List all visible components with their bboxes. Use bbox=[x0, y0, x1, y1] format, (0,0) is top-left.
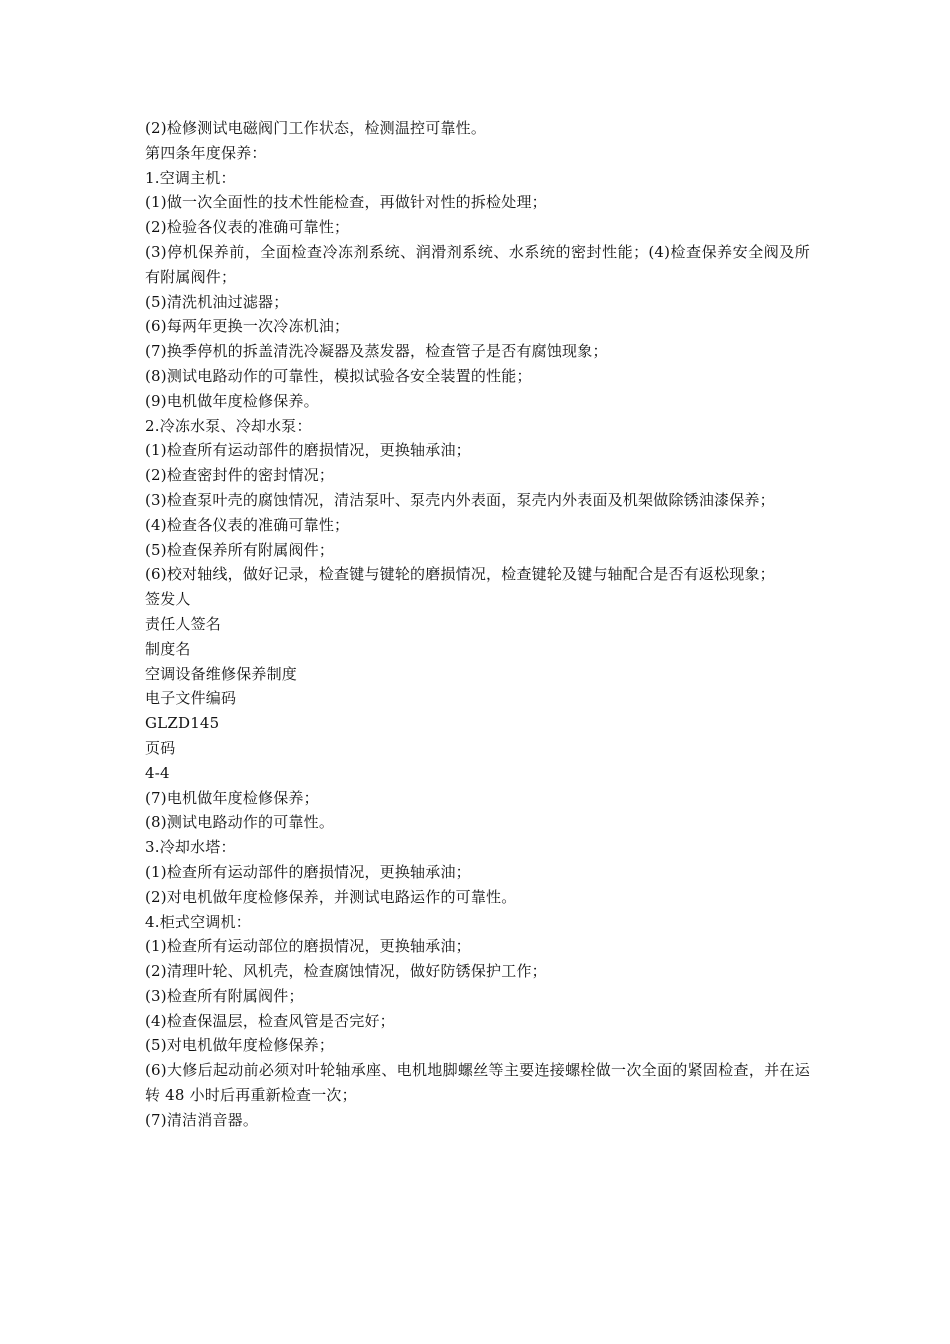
subsection-heading: 3.冷却水塔： bbox=[145, 838, 236, 857]
signature-label: 责任人签名 bbox=[145, 614, 222, 633]
text-line: (4)检查各仪表的准确可靠性； bbox=[145, 515, 350, 534]
text-line: (5)检查保养所有附属阀件； bbox=[145, 540, 335, 559]
text-line: (6)每两年更换一次冷冻机油； bbox=[145, 317, 350, 336]
policy-name-value: 空调设备维修保养制度 bbox=[145, 664, 298, 683]
issuer-label: 签发人 bbox=[145, 590, 191, 609]
file-code-value: GLZD145 bbox=[145, 714, 220, 733]
text-line: (5)对电机做年度检修保养； bbox=[145, 1036, 335, 1055]
section-heading: 第四条年度保养： bbox=[145, 143, 267, 162]
text-paragraph: (6)校对轴线，做好记录，检查键与键轮的磨损情况，检查键轮及键与轴配合是否有返松现象； bbox=[145, 565, 775, 584]
text-paragraph: (6)大修后起动前必须对叶轮轴承座、电机地脚螺丝等主要连接螺栓做一次全面的紧固检查，并在运转 48 小时后再重新检查一次； bbox=[145, 1061, 810, 1105]
text-line: (8)测试电路动作的可靠性。 bbox=[145, 813, 335, 832]
text-line: (4)检查保温层，检查风管是否完好； bbox=[145, 1011, 395, 1030]
text-line: (8)测试电路动作的可靠性，模拟试验各安全装置的性能； bbox=[145, 366, 532, 385]
subsection-heading: 1.空调主机： bbox=[145, 168, 236, 187]
text-paragraph: (3)检查泵叶壳的腐蚀情况，清洁泵叶、泵壳内外表面，泵壳内外表面及机架做除锈油漆保养； bbox=[145, 490, 775, 509]
text-line: (1)检查所有运动部件的磨损情况，更换轴承油； bbox=[145, 441, 471, 460]
text-line: (3)检查所有附属阀件； bbox=[145, 986, 304, 1005]
text-line: (2)检查密封件的密封情况； bbox=[145, 466, 335, 485]
text-line: (7)清洁消音器。 bbox=[145, 1110, 259, 1129]
page-number-value: 4-4 bbox=[145, 763, 170, 782]
text-line: (1)检查所有运动部件的磨损情况，更换轴承油； bbox=[145, 862, 471, 881]
text-line: (1)检查所有运动部位的磨损情况，更换轴承油； bbox=[145, 937, 471, 956]
text-line: (2)对电机做年度检修保养，并测试电路运作的可靠性。 bbox=[145, 887, 517, 906]
text-line: (7)换季停机的拆盖清洗冷凝器及蒸发器，检查管子是否有腐蚀现象； bbox=[145, 342, 608, 361]
subsection-heading: 4.柜式空调机： bbox=[145, 912, 251, 931]
page-number-label: 页码 bbox=[145, 738, 176, 757]
text-line: (2)检修测试电磁阀门工作状态，检测温控可靠性。 bbox=[145, 119, 487, 137]
subsection-heading: 2.冷冻水泵、冷却水泵： bbox=[145, 416, 312, 435]
text-line: (2)清理叶轮、风机壳，检查腐蚀情况，做好防锈保护工作； bbox=[145, 962, 547, 981]
file-code-label: 电子文件编码 bbox=[145, 689, 237, 708]
text-line: (5)清洗机油过滤器； bbox=[145, 292, 289, 311]
text-line: (7)电机做年度检修保养； bbox=[145, 788, 319, 807]
text-line: (9)电机做年度检修保养。 bbox=[145, 391, 319, 410]
document-body bbox=[145, 116, 810, 1133]
text-line: (2)检验各仪表的准确可靠性； bbox=[145, 218, 350, 237]
text-line: (1)做一次全面性的技术性能检查，再做针对性的拆检处理； bbox=[145, 193, 547, 212]
text-paragraph: (3)停机保养前，全面检查冷冻剂系统、润滑剂系统、水系统的密封性能；(4)检查保养安全阀及所有附属阀件； bbox=[145, 242, 810, 286]
policy-name-label: 制度名 bbox=[145, 639, 191, 658]
